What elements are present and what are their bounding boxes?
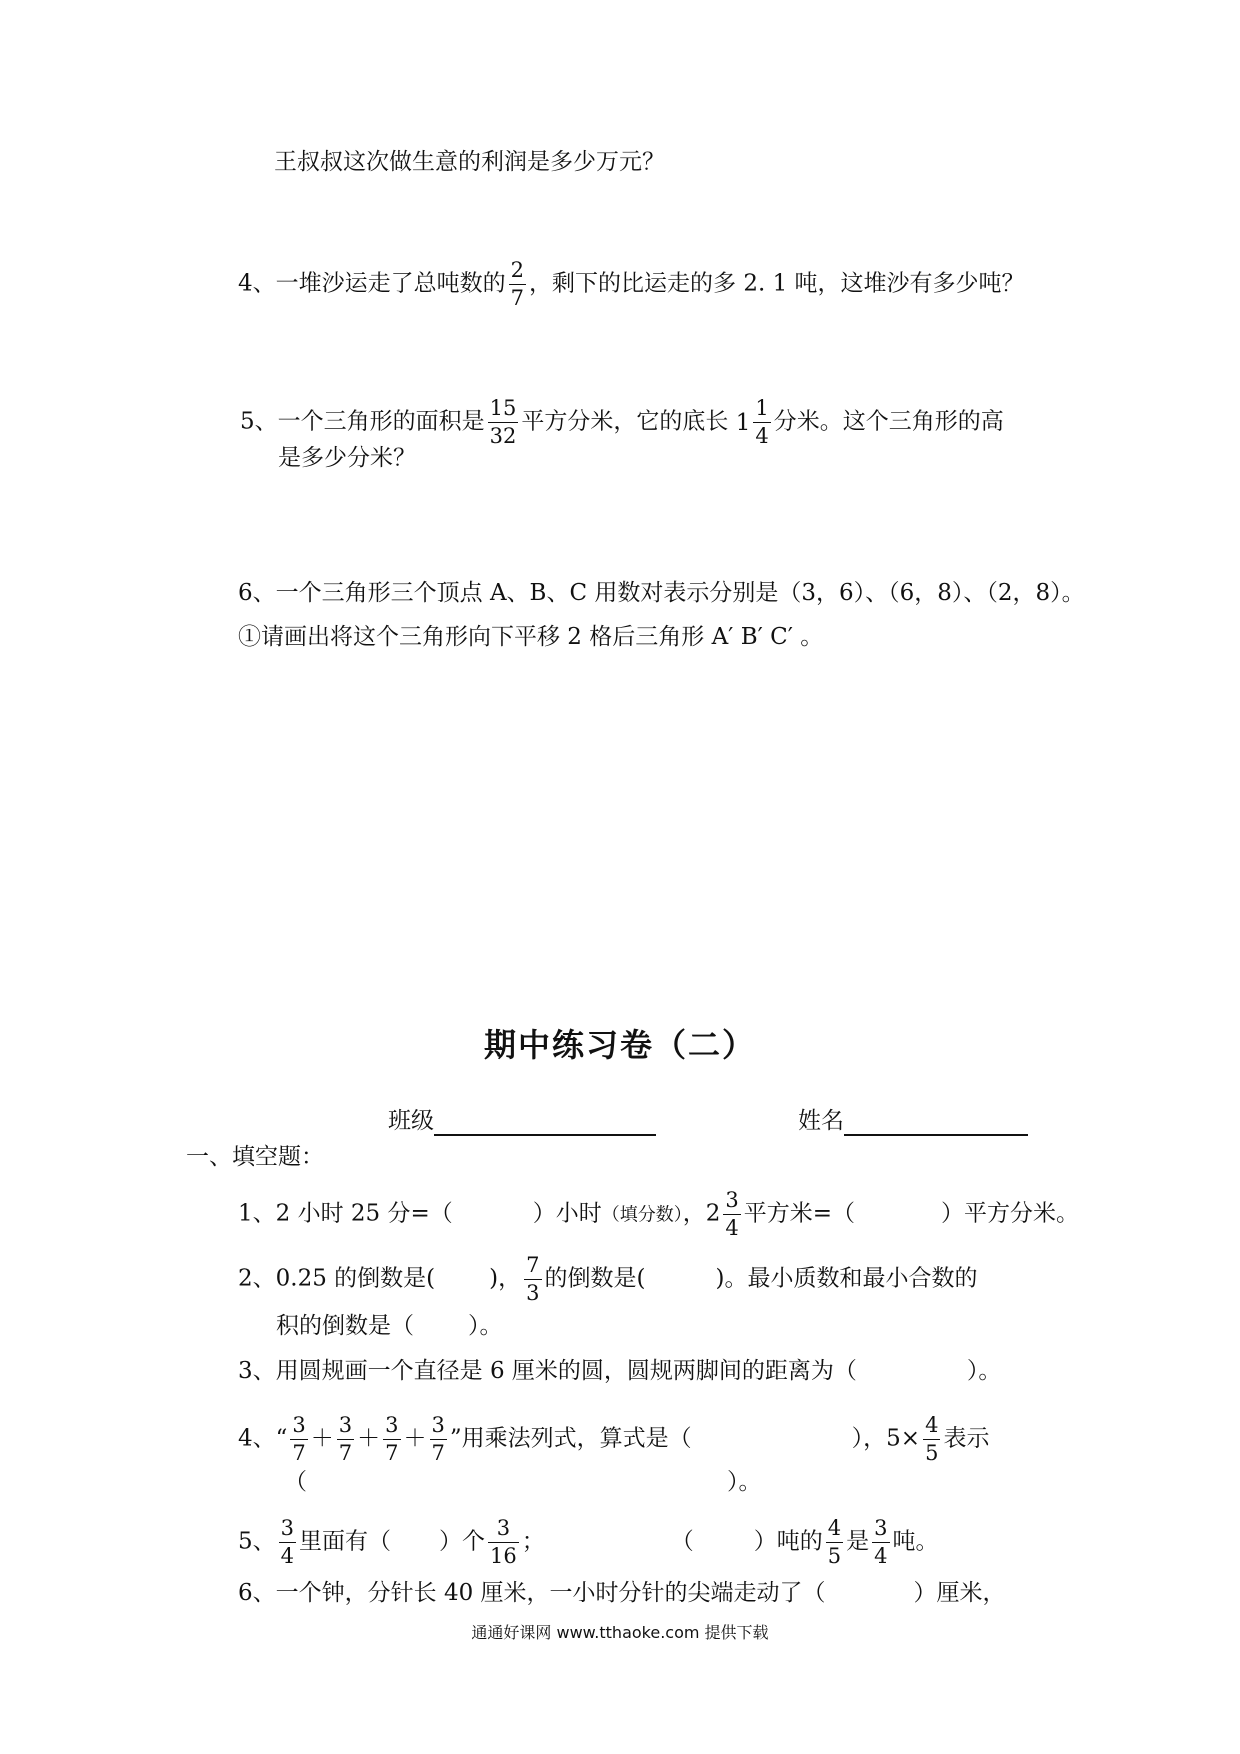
eq4-text-c: ），5×: [851, 1425, 921, 1452]
exam-question-3: [238, 1356, 1001, 1386]
eq1-text-e: ）平方分米。: [941, 1200, 1080, 1227]
eq2-text-b: )，: [489, 1265, 522, 1292]
fraction-3-7: $\frac{3}{7}$: [385, 1413, 399, 1465]
plus-sign: ＋: [403, 1425, 427, 1452]
eq5-text-e: （: [670, 1528, 694, 1555]
eq1-text-b: ）小时: [532, 1200, 602, 1227]
eq3-text: 3、用圆规画一个直径是 6 厘米的圆，圆规两脚间的距离为（: [238, 1358, 857, 1384]
q5-text-c: 分米。这个三角形的高: [773, 408, 1004, 435]
section-heading: 一、填空题：: [186, 1144, 324, 1170]
exam-question-6: [238, 1578, 1006, 1608]
exam-question-2-cont: [276, 1311, 503, 1341]
eq4-close: ）。: [727, 1469, 762, 1495]
fraction-7-3: $\frac{7}{3}$: [526, 1253, 540, 1305]
q5-continuation: 是多少分米？: [278, 445, 416, 471]
mixed-whole: 1: [735, 409, 751, 436]
fraction-3-7: $\frac{3}{7}$: [338, 1413, 353, 1465]
name-field: [798, 1106, 1028, 1136]
exam-question-1: [238, 1190, 1079, 1239]
class-field: [388, 1106, 656, 1136]
q5-text-b: 平方分米，它的底长: [521, 408, 736, 435]
eq2-text-a: 2、0.25 的倒数是(: [238, 1265, 436, 1292]
eq4-text-b: ”用乘法列式，算式是（: [449, 1425, 692, 1452]
eq4-text-d: 表示: [943, 1425, 990, 1452]
class-blank[interactable]: [434, 1108, 656, 1136]
question-6-line1: 6、一个三角形三个顶点 A、B、C 用数对表示分别是（3，6）、（6，8）、（2，8）。: [238, 580, 1085, 606]
question-6-line2: ①请画出将这个三角形向下平移 2 格后三角形 A′ B′ C′ 。: [238, 624, 824, 650]
fraction-2-7: $\frac{2}{7}$: [510, 258, 525, 310]
eq1-note: （填分数）: [601, 1204, 683, 1226]
fraction-3-7: $\frac{3}{7}$: [431, 1413, 445, 1465]
q4-text-b: ，剩下的比运走的多 2. 1 吨，这堆沙有多少吨？: [529, 270, 1025, 297]
eq3-end: ）。: [966, 1358, 1002, 1384]
eq5-text-c: ）个: [439, 1528, 486, 1555]
fraction-4-5: $\frac{4}{5}$: [827, 1516, 842, 1568]
eq2-text-d: )。最小质数和最小合数的: [715, 1265, 978, 1292]
eq5-text-b: 里面有（: [299, 1528, 392, 1555]
name-blank[interactable]: [844, 1108, 1028, 1136]
fraction-3-4: $\frac{3}{4}$: [280, 1516, 295, 1568]
eq2-cont-end: ）。: [468, 1313, 503, 1339]
class-label: 班级: [388, 1108, 434, 1134]
eq6-text-a: 6、一个钟，分针长 40 厘米，一小时分针的尖端走动了（: [238, 1580, 826, 1606]
eq1-text-a: 1、2 小时 25 分=（: [238, 1200, 453, 1227]
eq2-text-c: 的倒数是(: [544, 1265, 646, 1292]
fraction-3-7: $\frac{3}{7}$: [292, 1413, 306, 1465]
eq4-open: （: [284, 1469, 307, 1495]
name-label: 姓名: [798, 1108, 844, 1134]
plus-sign: ＋: [310, 1425, 334, 1452]
eq5-text-f: ）吨的: [753, 1528, 823, 1555]
exam-question-5: [238, 1518, 939, 1567]
q5-text-a: 5、一个三角形的面积是: [240, 408, 485, 435]
fraction-3-4: $\frac{3}{4}$: [874, 1516, 888, 1568]
exam-question-4-cont: [284, 1467, 762, 1497]
exam-question-4: [238, 1415, 989, 1464]
eq5-text-h: 吨。: [892, 1528, 939, 1555]
q3-continuation: 王叔叔这次做生意的利润是多少万元？: [274, 149, 665, 175]
eq2-cont: 积的倒数是（: [276, 1313, 414, 1339]
question-4: [238, 260, 1025, 309]
question-5: [240, 398, 1004, 447]
eq6-text-b: ）厘米，: [913, 1580, 1006, 1606]
fraction-3-16: $\frac{3}{16}$: [490, 1516, 517, 1568]
footer-credit: 通通好课网 www.tthaoke.com 提供下载: [471, 1623, 769, 1642]
exam-title: 期中练习卷（二）: [483, 1026, 756, 1064]
exam-question-2: [238, 1255, 977, 1304]
q4-text-a: 4、一堆沙运走了总吨数的: [238, 270, 506, 297]
eq1-text-d: 平方米=（: [743, 1200, 856, 1227]
eq5-text-d: ；: [521, 1528, 545, 1555]
eq1-text-c: ，2: [682, 1200, 721, 1227]
eq5-text-a: 5、: [238, 1528, 276, 1555]
fraction-1-4: $\frac{1}{4}$: [755, 396, 769, 448]
plus-sign: ＋: [357, 1425, 381, 1452]
fraction-4-5: $\frac{4}{5}$: [925, 1413, 939, 1465]
fraction-15-32: $\frac{15}{32}$: [489, 396, 517, 448]
eq5-text-g: 是: [846, 1528, 870, 1555]
eq4-text-a: 4、“: [238, 1425, 288, 1452]
fraction-3-4: $\frac{3}{4}$: [725, 1188, 739, 1240]
